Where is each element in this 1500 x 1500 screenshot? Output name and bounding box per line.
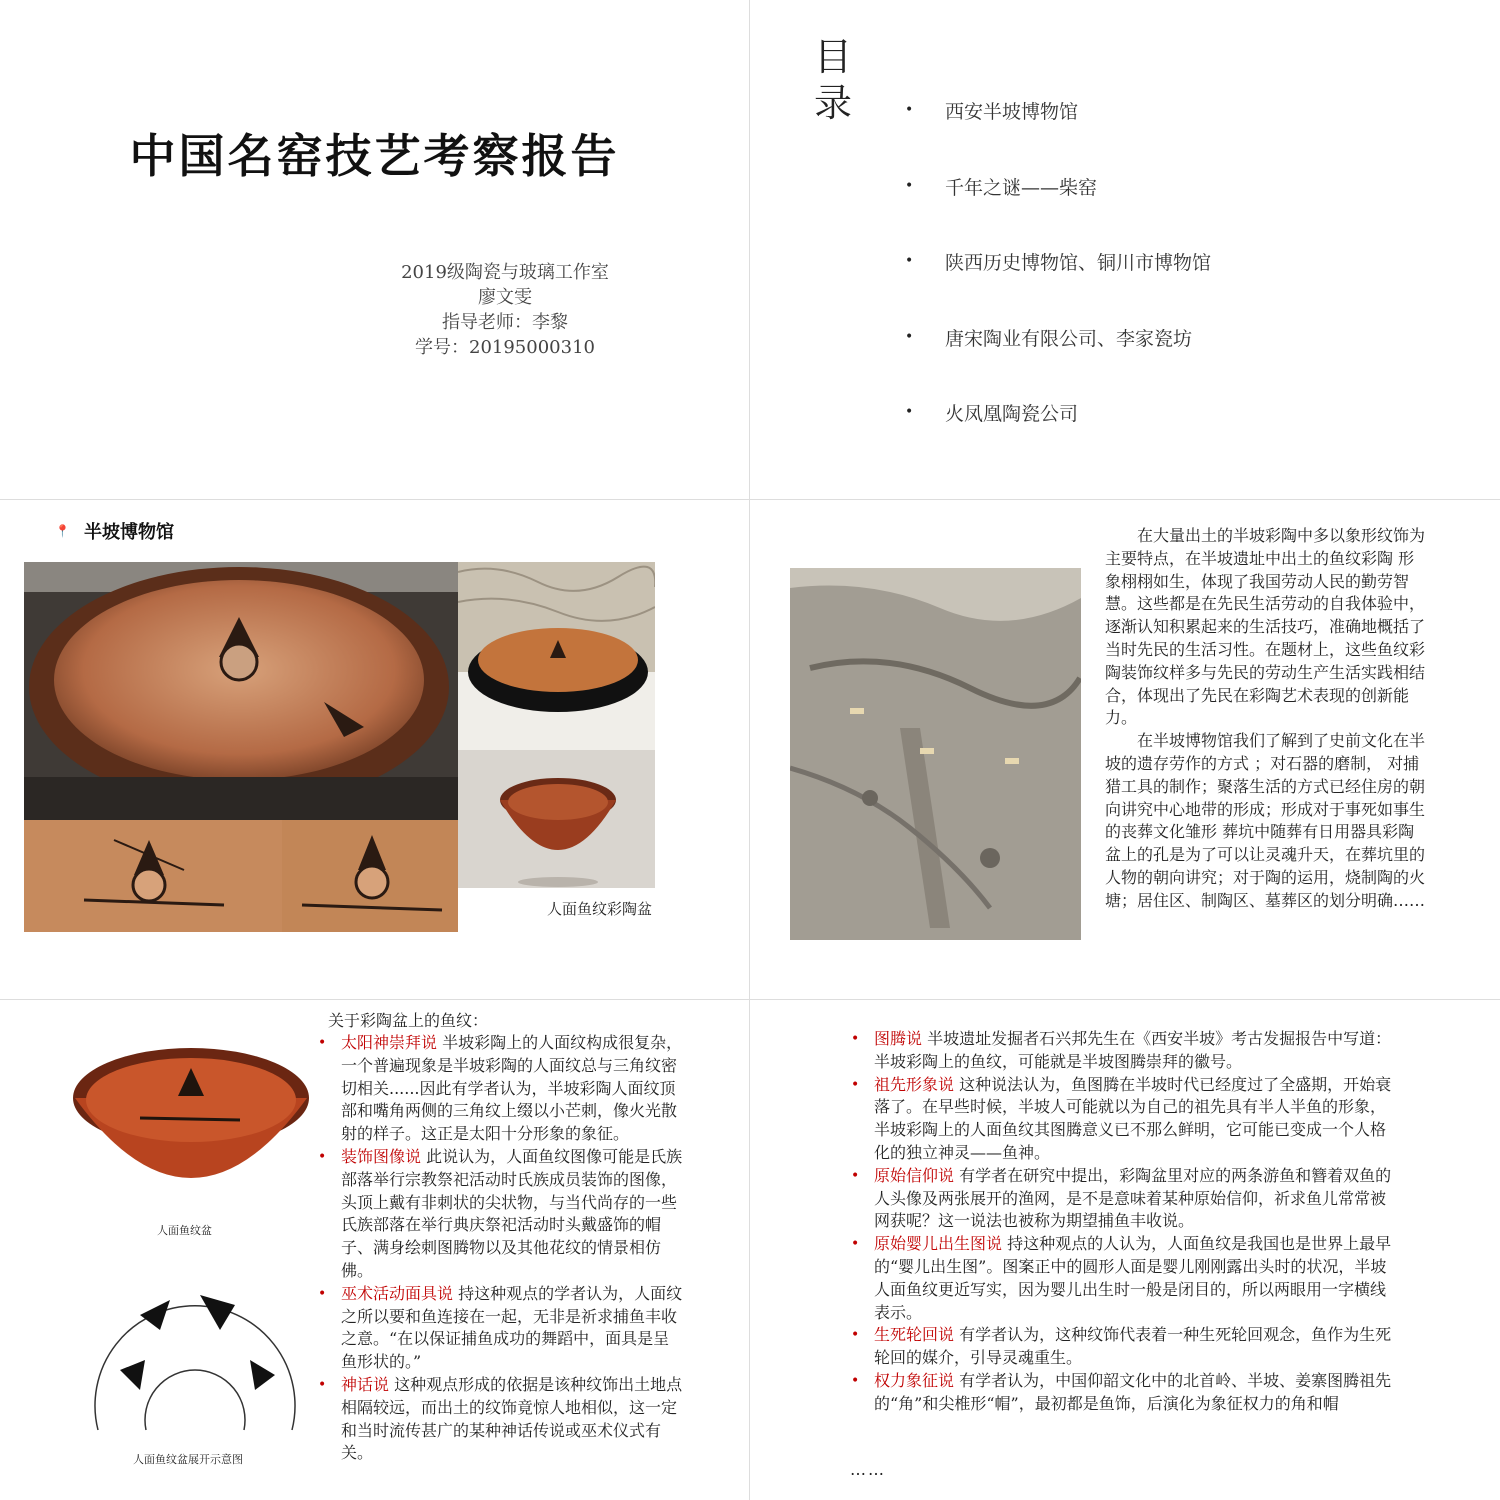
theory-term: 太阳神崇拜说 [341, 1033, 438, 1052]
slide-fish-pattern-2 [750, 1000, 1500, 1500]
list-item [848, 1028, 1393, 1074]
bullet-icon: • [318, 1148, 327, 1165]
section-heading [55, 518, 174, 544]
theory-text: 持这种观点的人认为，人面鱼纹是我国也是世界上最早的“婴儿出生图”。图案正中的圆形人面是婴儿刚刚露出头时的状况，半坡人面鱼纹更近写实，因为婴儿出生时一般是闭目的，所以两眼用一字横线表示。 [874, 1234, 1392, 1322]
list-item [848, 1165, 1393, 1233]
theory-list [315, 1032, 685, 1465]
toc-title: 目录 [814, 35, 853, 125]
theory-text: 有学者认为，中国仰韶文化中的北首岭、半坡、姜寨图腾祖先的“角”和尖椎形“帽”，最初都是鱼饰，后演化为象征权力的角和帽 [874, 1370, 1392, 1413]
toc-item [905, 324, 1211, 400]
studio-line: 2019级陶瓷与玻璃工作室 [401, 262, 609, 283]
bullet-icon: • [851, 1167, 860, 1184]
list-item [848, 1370, 1393, 1416]
basin-photo [70, 1028, 313, 1216]
toc-item-label: 西安半坡博物馆 [945, 101, 1079, 123]
list-item [848, 1074, 1393, 1165]
theory-text: 有学者认为，这种纹饰代表着一种生死轮回观念，鱼作为生死轮回的媒介，引导灵魂重生。 [874, 1325, 1392, 1368]
bullet-icon: • [318, 1035, 327, 1051]
toc-item [905, 248, 1211, 324]
theory-term: 权力象征说 [874, 1370, 955, 1390]
slide-toc [750, 0, 1500, 500]
unfold-caption: 人面鱼纹盆展开示意图 [133, 1453, 243, 1466]
theory-text: 有学者在研究中提出，彩陶盆里对应的两条游鱼和簪着双鱼的人头像及两张展开的渔网，是不是意味着某种原始信仰，祈求鱼儿常常被网获呢？这一说法也被称为期望捕鱼丰收说。 [874, 1165, 1392, 1231]
toc-item-label: 火凤凰陶瓷公司 [945, 403, 1079, 425]
list-item [315, 1146, 685, 1283]
basin-photo-bottom [458, 750, 655, 888]
pattern-detail-photo-2 [282, 820, 458, 932]
theory-term: 神话说 [341, 1374, 390, 1394]
basin-photo-large [24, 562, 458, 820]
basin-caption: 人面鱼纹彩陶盆 [547, 900, 653, 918]
theory-text: 这种观点形成的依据是该种纹饰出土地点相隔较远，而出土的纹饰竟惊人地相似，这一定和当时流传甚广的某种神话传说或巫术仪式有关。 [341, 1374, 683, 1463]
basin-caption: 人面鱼纹盆 [157, 1224, 212, 1237]
theory-text: 持这种观点的学者认为，人面纹之所以要和鱼连接在一起，无非是祈求捕鱼丰收之意。“在以保证捕鱼成功的舞蹈中，面具是呈鱼形状的。” [341, 1283, 683, 1372]
slide-banpo-photos [0, 500, 750, 1000]
theory-text: 此说认为，人面鱼纹图像可能是氏族部落举行宗教祭祀活动时氏族成员装饰的图像，头顶上戴有非刺状的尖状物，与当代尚存的一些氏族部落在举行典庆祭祀活动时头戴盛饰的帽子、满身绘刺图腾物以及其他花纹的情景相仿佛。 [341, 1146, 683, 1280]
list-item [315, 1374, 685, 1465]
bullet-icon: • [851, 1236, 860, 1253]
theory-text: 这种说法认为，鱼图腾在半坡时代已经度过了全盛期，开始衰落了。在早些时候，半坡人可能就以为自己的祖先具有半人半鱼的形象，半坡彩陶上的人面鱼纹其图腾意义已不那么鲜明，它可能已变成一个人格化的独立神灵——鱼神。 [874, 1074, 1392, 1162]
bullet-icon: • [905, 102, 914, 118]
bullet-icon: • [851, 1076, 860, 1093]
theory-term: 原始婴儿出生图说 [874, 1234, 1003, 1254]
basin-photo-top [458, 562, 655, 750]
toc-item-label: 陕西历史博物馆、铜川市博物馆 [945, 252, 1212, 274]
paragraph: 在半坡博物馆我们了解到了史前文化在半坡的遗存劳作的方式 ；对石器的磨制， 对捕猎工具的制作；聚落生活的方式已经住房的朝向讲究中心地带的形成；形成对于事死如事生的丧葬文化雏形 葬坑中随葬有日用器具彩陶盆上的孔是为了可以让灵魂升天，在葬坑里的人物的朝向讲究；对于陶的运用，烧制陶的火塘；居住区、制陶区、墓葬区的划分明确…… [1105, 731, 1426, 910]
bullet-icon: • [318, 1376, 327, 1393]
cover-meta [330, 260, 680, 360]
intro-line: 关于彩陶盆上的鱼纹： [328, 1011, 489, 1030]
theory-term: 原始信仰说 [874, 1165, 955, 1185]
student-id-line: 学号：20195000310 [415, 337, 595, 358]
list-item [848, 1233, 1393, 1324]
theory-text: 半坡彩陶上的人面纹构成很复杂，一个普遍现象是半坡彩陶的人面纹总与三角纹密切相关......因此有学者认为，半坡彩陶人面纹顶部和嘴角两侧的三角纹上缀以小芒刺，像火光散射的样子。这正是太阳十分形象的象征。 [341, 1033, 683, 1144]
pattern-detail-photo-1 [24, 820, 282, 932]
excavation-site-photo [790, 568, 1081, 940]
advisor-line: 指导老师：李黎 [442, 312, 568, 333]
theory-text: 半坡遗址发掘者石兴邦先生在《西安半坡》考古发掘报告中写道：半坡彩陶上的鱼纹，可能就是半坡图腾崇拜的徽号。 [874, 1029, 1392, 1071]
bullet-icon: • [851, 1031, 860, 1047]
toc-item-label: 千年之谜——柴窑 [945, 176, 1098, 199]
list-item [848, 1324, 1393, 1370]
paragraph: 在大量出土的半坡彩陶中多以象形纹饰为主要特点，在半坡遗址中出土的鱼纹彩陶 形象栩栩如生，体现了我国劳动人民的勤劳智慧。这些都是在先民生活劳动的自我体验中，逐渐认知积累起来的生活技巧，准确地概括了当时先民的生活习性。在题材上，这些鱼纹彩陶装饰纹样多与先民的劳动生产生活实践相结合，体现出了先民在彩陶艺术表现的创新能力。 [1105, 526, 1426, 728]
theory-term: 巫术活动面具说 [341, 1283, 454, 1303]
list-item [315, 1032, 685, 1146]
theory-term: 图腾说 [874, 1029, 923, 1048]
toc-item [905, 173, 1211, 249]
theory-list [848, 1028, 1393, 1416]
theory-term: 祖先形象说 [874, 1074, 955, 1094]
toc-item [905, 97, 1211, 173]
slide-banpo-text [750, 500, 1500, 1000]
bullet-icon: • [905, 328, 914, 345]
author-line: 廖文雯 [478, 287, 532, 308]
bullet-icon: • [851, 1327, 860, 1344]
section-heading-label: 半坡博物馆 [83, 522, 174, 543]
theory-term: 生死轮回说 [874, 1325, 955, 1345]
bullet-icon: • [851, 1372, 860, 1389]
toc-item [905, 399, 1211, 475]
pin-icon: 📍 [55, 524, 70, 538]
theory-term: 装饰图像说 [341, 1146, 422, 1166]
banpo-text-block [1105, 525, 1427, 913]
report-title: 中国名窑技艺考察报告 [129, 129, 620, 183]
bullet-icon: • [905, 404, 914, 420]
bullet-icon: • [318, 1285, 327, 1302]
slide-fish-pattern-1 [0, 1000, 750, 1500]
continuation-ellipsis: …… [850, 1460, 886, 1479]
toc-list [905, 97, 1211, 475]
bullet-icon: • [905, 253, 914, 269]
bullet-icon: • [905, 177, 914, 194]
unfold-diagram [90, 1270, 300, 1442]
list-item [315, 1283, 685, 1374]
slide-cover [0, 0, 750, 500]
toc-item-label: 唐宋陶业有限公司、李家瓷坊 [945, 327, 1193, 350]
